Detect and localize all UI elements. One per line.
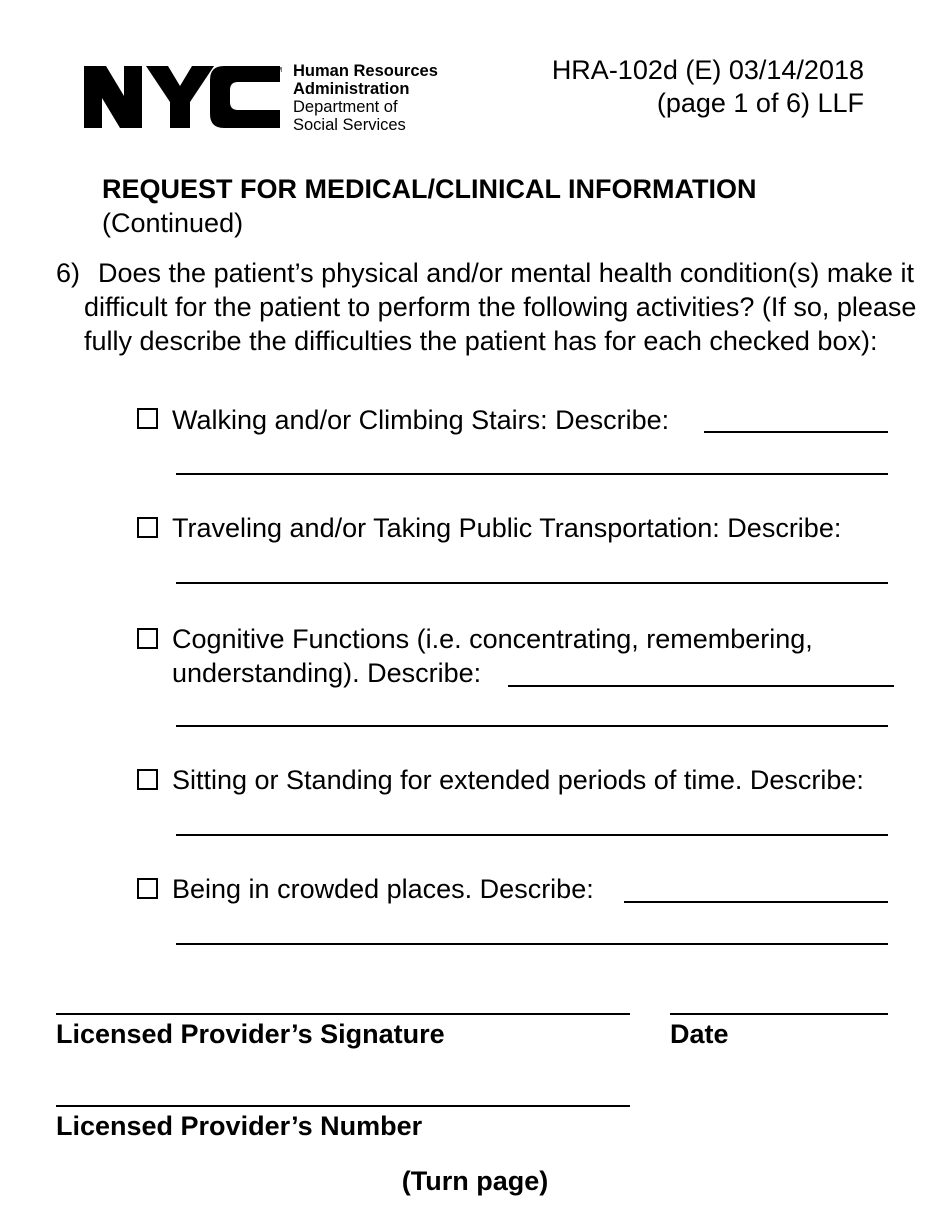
crowded-places-describe-field-line2[interactable] [176, 943, 888, 945]
agency-name [293, 62, 438, 134]
traveling-label: Traveling and/or Taking Public Transportation: Describe: [172, 513, 842, 543]
provider-number-field[interactable] [56, 1105, 630, 1107]
svg-text:TM: TM [272, 67, 282, 74]
cognitive-checkbox[interactable] [137, 628, 158, 649]
crowded-places-checkbox[interactable] [137, 878, 158, 899]
form-identifier [552, 54, 864, 120]
cognitive-label-line2: understanding). Describe: [172, 658, 482, 688]
walking-label: Walking and/or Climbing Stairs: Describe: [172, 405, 670, 435]
walking-describe-field[interactable] [704, 431, 888, 433]
date-label: Date [670, 1019, 729, 1049]
question-number: 6) [56, 258, 81, 288]
turn-page-note: (Turn page) [401, 1166, 549, 1196]
page-info: (page 1 of 6) LLF [656, 88, 864, 118]
nyc-logo [82, 62, 282, 130]
question-text: Does the patient’s physical and/or mental health condition(s) make it difficult for the patient to perform the following activities? (If so, please fully describe the difficulties the patient has for each checked box): [84, 258, 917, 356]
walking-describe-field-line2[interactable] [176, 473, 888, 475]
traveling-checkbox[interactable] [137, 517, 158, 538]
page-title: REQUEST FOR MEDICAL/CLINICAL INFORMATION [102, 174, 757, 204]
crowded-places-describe-field[interactable] [624, 901, 888, 903]
page-subtitle: (Continued) [102, 208, 244, 238]
agency-line-3: Department of [293, 98, 398, 116]
form-code: HRA-102d (E) 03/14/2018 [551, 55, 864, 85]
date-field[interactable] [670, 1013, 888, 1015]
sitting-standing-label: Sitting or Standing for extended periods of time. Describe: [172, 765, 864, 795]
signature-field[interactable] [56, 1013, 630, 1015]
crowded-places-label: Being in crowded places. Describe: [172, 874, 594, 904]
sitting-standing-describe-field[interactable] [176, 834, 888, 836]
walking-checkbox[interactable] [137, 408, 158, 429]
cognitive-describe-field-line2[interactable] [176, 725, 888, 727]
agency-line-4: Social Services [293, 116, 406, 134]
agency-line-2: Administration [293, 80, 410, 98]
cognitive-label-line1: Cognitive Functions (i.e. concentrating, remembering, [172, 624, 813, 654]
traveling-describe-field[interactable] [176, 582, 888, 584]
provider-number-label: Licensed Provider’s Number [56, 1111, 423, 1141]
signature-label: Licensed Provider’s Signature [56, 1019, 445, 1049]
cognitive-describe-field[interactable] [508, 685, 894, 687]
sitting-standing-checkbox[interactable] [137, 769, 158, 790]
agency-line-1: Human Resources [293, 62, 438, 80]
